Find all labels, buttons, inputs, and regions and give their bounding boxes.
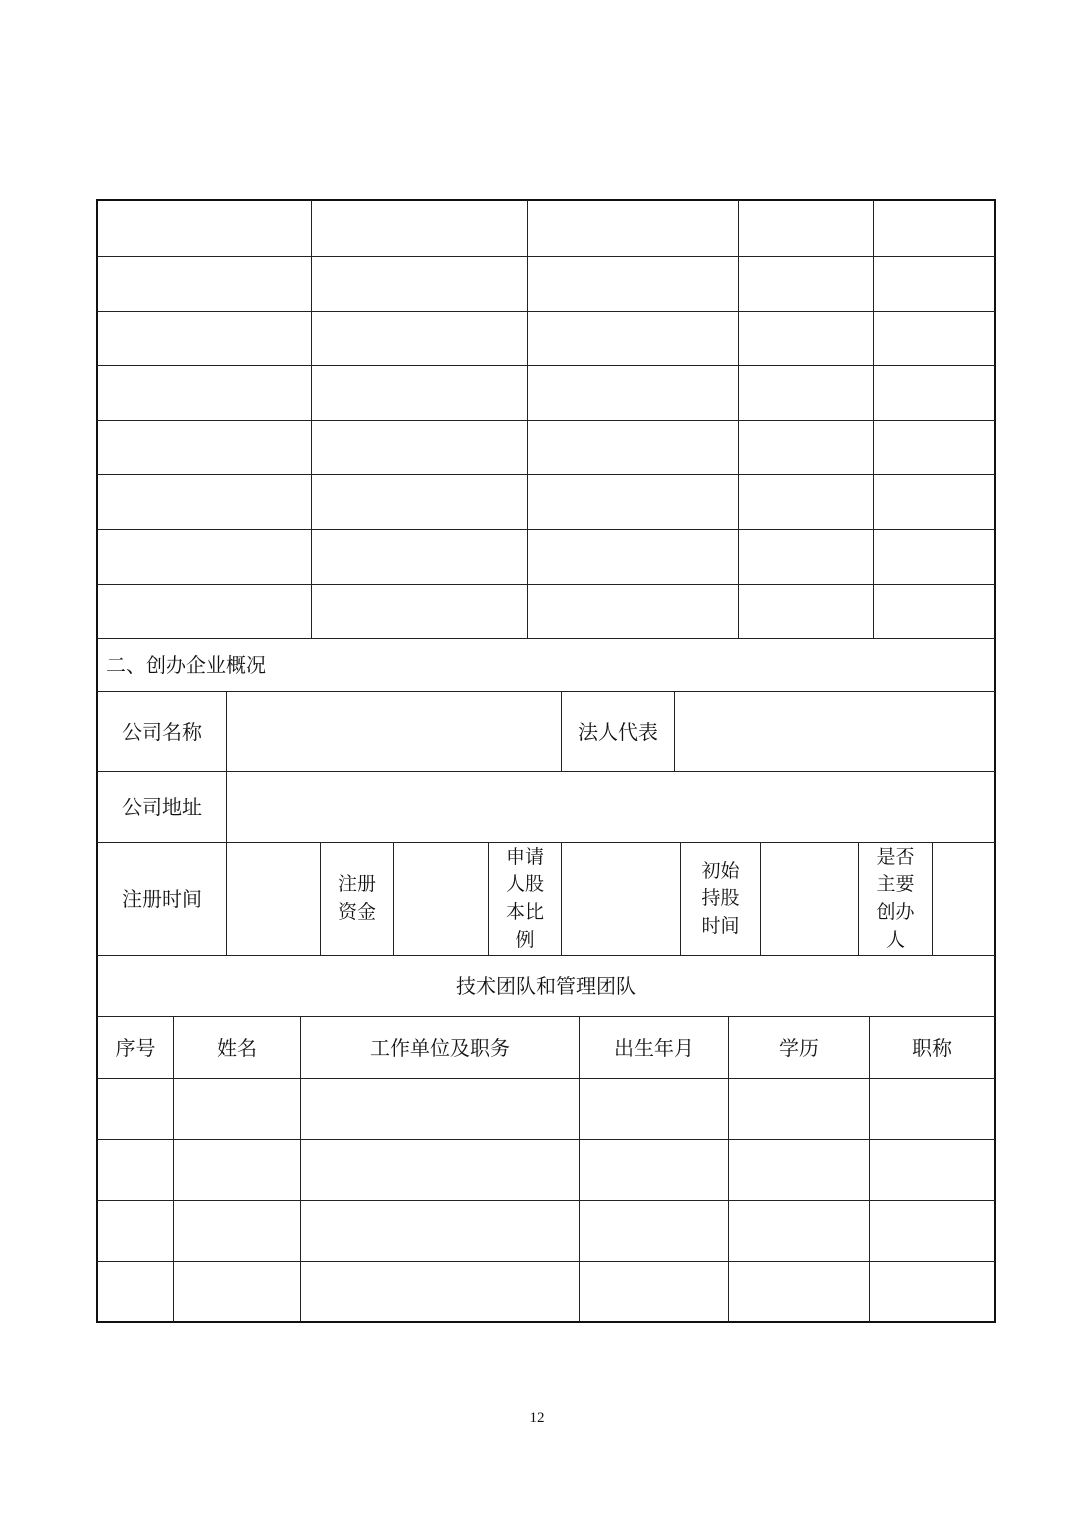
main-founder-label: 是否 主要 创办 人 — [876, 845, 915, 951]
company-address-field[interactable] — [227, 772, 994, 842]
upper-table-cell[interactable] — [312, 201, 526, 255]
company-name-label: 公司名称 — [122, 719, 202, 744]
main-founder-field[interactable] — [933, 843, 994, 955]
page-number: 12 — [529, 1410, 545, 1426]
header-education: 学历 — [779, 1035, 819, 1060]
header-employer-and-position: 工作单位及职务 — [370, 1035, 510, 1060]
team-table-row[interactable] — [98, 1201, 994, 1261]
applicant-share-ratio-field[interactable] — [562, 843, 680, 955]
upper-table-cell[interactable] — [528, 201, 737, 255]
team-table-row[interactable] — [98, 1262, 994, 1321]
initial-shareholding-time-label: 初始 持股 时间 — [701, 859, 740, 937]
legal-representative-label: 法人代表 — [578, 719, 658, 744]
initial-shareholding-time-field[interactable] — [761, 843, 858, 955]
section-title: 二、创办企业概况 — [106, 653, 266, 677]
header-name: 姓名 — [217, 1035, 257, 1060]
applicant-share-ratio-label: 申请 人股 本比 例 — [505, 845, 544, 951]
upper-table-cell[interactable] — [98, 201, 310, 255]
company-name-field[interactable] — [227, 692, 561, 771]
upper-table-cell[interactable] — [874, 201, 994, 255]
header-birth-date: 出生年月 — [614, 1035, 694, 1060]
registration-time-field[interactable] — [227, 843, 320, 955]
team-table-row[interactable] — [98, 1140, 994, 1200]
upper-table-cell[interactable] — [739, 201, 872, 255]
team-table-title: 技术团队和管理团队 — [456, 974, 636, 998]
header-professional-title: 职称 — [912, 1035, 952, 1060]
registered-capital-field[interactable] — [394, 843, 488, 955]
header-serial-number: 序号 — [115, 1035, 156, 1060]
registered-capital-label: 注册 资金 — [337, 873, 376, 923]
company-address-label: 公司地址 — [122, 795, 202, 819]
team-table-row[interactable] — [98, 1079, 994, 1139]
registration-time-label: 注册时间 — [122, 887, 202, 911]
legal-representative-field[interactable] — [675, 692, 994, 771]
